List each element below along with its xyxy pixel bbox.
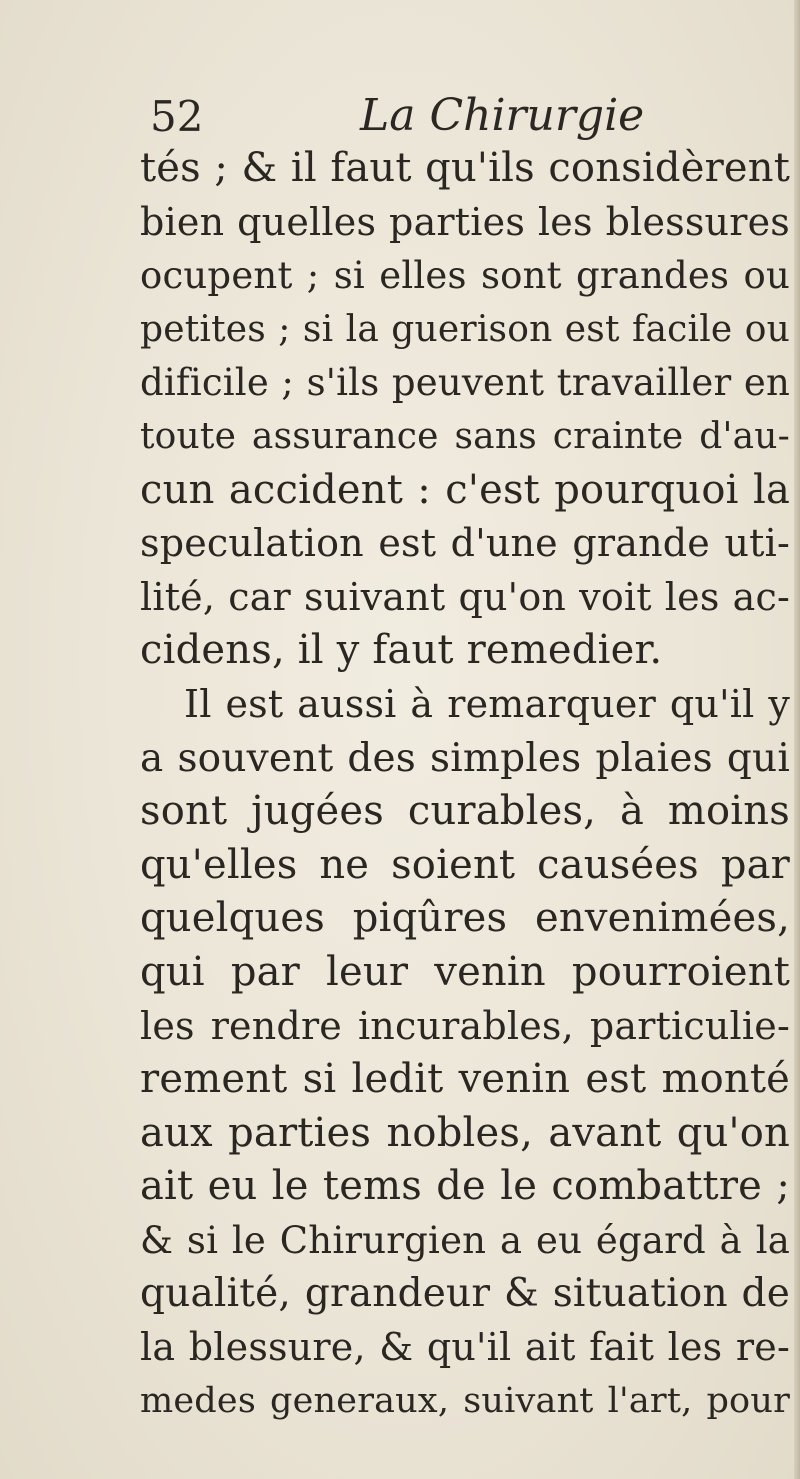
text-line: les rendre incurables, particulie- (140, 1003, 790, 1048)
text-line: cidens, il y faut remedier. (140, 627, 663, 674)
running-head: La Chirurgie (360, 90, 645, 141)
text-line: aux parties nobles, avant qu'on (140, 1109, 790, 1156)
text-line: bien quelles parties les blessures (140, 199, 790, 244)
paragraph-start-line: Il est aussi à remarquer qu'il y (184, 681, 790, 726)
text-line: dificile ; s'ils peuvent travailler en (140, 361, 790, 405)
text-line: cun accident : c'est pourquoi la (140, 466, 790, 513)
page-edge (794, 0, 800, 1479)
text-line: ait eu le tems de le combattre ; (140, 1163, 790, 1210)
text-line: lité, car suivant qu'on voit les ac- (140, 574, 790, 619)
text-line: ocupent ; si elles sont grandes ou (140, 254, 790, 298)
page-header (150, 92, 790, 142)
text-line: tés ; & il faut qu'ils considèrent (140, 145, 790, 191)
text-line: speculation est d'une grande uti- (140, 521, 790, 566)
text-line: qualité, grandeur & situation de (140, 1271, 790, 1317)
text-line: a souvent des simples plaies qui (140, 735, 790, 781)
text-line: sont jugées curables, à moins (140, 788, 790, 835)
body-text (140, 142, 790, 1428)
text-line: rement si ledit venin est monté (140, 1056, 790, 1103)
text-line: toute assurance sans crainte d'au- (140, 415, 790, 457)
text-line: la blessure, & qu'il ait fait les re- (140, 1325, 790, 1370)
text-line: petites ; si la guerison est facile ou (140, 308, 790, 350)
text-line: qui par leur venin pourroient (140, 948, 790, 995)
text-line: quelques piqûres envenimées, (140, 895, 790, 942)
text-line: & si le Chirurgien a eu égard à la (140, 1218, 790, 1262)
page-number: 52 (150, 92, 204, 141)
text-line: medes generaux, suivant l'art, pour (140, 1380, 790, 1421)
text-line: qu'elles ne soient causées par (140, 841, 790, 888)
